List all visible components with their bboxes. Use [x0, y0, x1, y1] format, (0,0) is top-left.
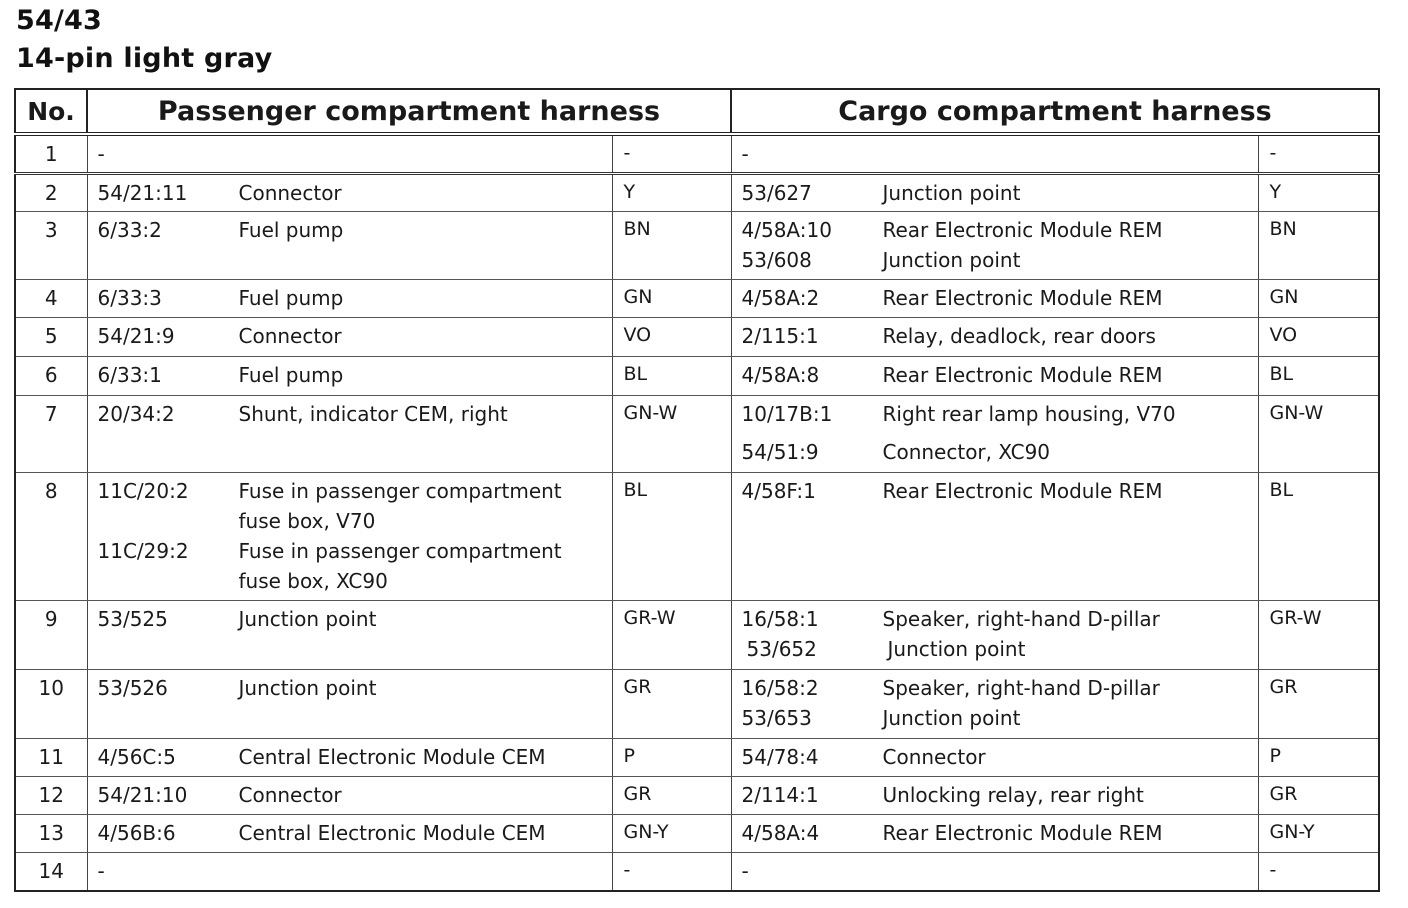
passenger-entry — [88, 476, 612, 536]
passenger-component-description: Fuel pump — [238, 363, 344, 387]
pin-number: 12 — [15, 777, 87, 815]
cargo-entry-list — [732, 212, 1258, 278]
passenger-component-code: 53/526 — [97, 676, 168, 700]
cargo-component-description: Junction point — [882, 248, 1021, 272]
passenger-entry-list — [88, 212, 612, 248]
cargo-entry — [732, 215, 1258, 245]
cargo-entries — [731, 601, 1258, 670]
passenger-wire-color: P — [612, 739, 731, 777]
passenger-entry-list — [88, 318, 612, 354]
pin-number: 8 — [15, 473, 87, 601]
table-row — [15, 174, 1379, 212]
cargo-entry — [732, 703, 1258, 733]
cargo-component-description: Junction point — [882, 181, 1021, 205]
cargo-wire-color: GN — [1258, 280, 1379, 318]
passenger-entry — [88, 604, 612, 634]
passenger-entries — [87, 134, 612, 174]
table-row — [15, 280, 1379, 318]
passenger-entry — [88, 178, 612, 208]
cargo-entry — [732, 604, 1258, 634]
cargo-entries — [731, 357, 1258, 396]
passenger-entry-list — [88, 473, 612, 599]
cargo-entry — [732, 673, 1258, 703]
passenger-component-code: 6/33:1 — [97, 363, 162, 387]
passenger-component-code: - — [97, 142, 105, 166]
passenger-component-description: Central Electronic Module CEM — [238, 821, 546, 845]
cargo-entry — [732, 476, 1258, 506]
pin-number: 2 — [15, 174, 87, 212]
pin-number: 10 — [15, 670, 87, 739]
cargo-entry — [732, 742, 1258, 772]
passenger-component-code: 53/525 — [97, 607, 168, 631]
cargo-entry-list — [732, 815, 1258, 851]
connector-description: 14-pin light gray — [16, 43, 273, 74]
passenger-component-code: 54/21:9 — [97, 324, 175, 348]
table-row — [15, 357, 1379, 396]
cargo-entry-list — [732, 473, 1258, 509]
table-row — [15, 853, 1379, 891]
cargo-component-description: Junction point — [882, 706, 1021, 730]
passenger-wire-color: BL — [612, 357, 731, 396]
passenger-wire-color: GN — [612, 280, 731, 318]
cargo-entry — [732, 178, 1258, 208]
passenger-entry-list — [88, 670, 612, 706]
passenger-wire-color: - — [612, 853, 731, 891]
passenger-entry-list — [88, 280, 612, 316]
passenger-entry-list — [88, 815, 612, 851]
passenger-entry-list — [88, 739, 612, 775]
cargo-entry-list — [732, 739, 1258, 775]
passenger-component-code: 20/34:2 — [97, 402, 175, 426]
passenger-entries — [87, 396, 612, 473]
passenger-wire-color: GR — [612, 777, 731, 815]
cargo-component-description: Rear Electronic Module REM — [882, 821, 1163, 845]
passenger-component-code: 11C/20:2 — [97, 479, 189, 503]
cargo-entry-list — [732, 777, 1258, 813]
cargo-entry-list — [732, 280, 1258, 316]
cargo-entry — [732, 399, 1258, 429]
pin-number: 13 — [15, 815, 87, 853]
passenger-entry — [88, 215, 612, 245]
cargo-entries — [731, 815, 1258, 853]
passenger-entry — [88, 283, 612, 313]
cargo-entry-list — [732, 601, 1258, 667]
cargo-entry-list — [732, 136, 1258, 172]
cargo-wire-color: BL — [1258, 473, 1379, 601]
cargo-component-description: Connector — [882, 745, 986, 769]
passenger-entry — [88, 321, 612, 351]
cargo-entry-list — [732, 175, 1258, 211]
cargo-component-description: Right rear lamp housing, V70 — [882, 402, 1176, 426]
table-row — [15, 739, 1379, 777]
cargo-wire-color: P — [1258, 739, 1379, 777]
cargo-wire-color: GR — [1258, 670, 1379, 739]
pin-number: 9 — [15, 601, 87, 670]
pin-number: 7 — [15, 396, 87, 473]
passenger-entries — [87, 212, 612, 280]
passenger-wire-color: BL — [612, 473, 731, 601]
passenger-component-description: Connector — [238, 783, 342, 807]
connector-id: 54/43 — [16, 5, 103, 36]
cargo-wire-color: VO — [1258, 318, 1379, 357]
pin-number: 4 — [15, 280, 87, 318]
passenger-component-description: Fuel pump — [238, 218, 344, 242]
pin-number: 1 — [15, 134, 87, 174]
cargo-entry — [732, 360, 1258, 390]
passenger-component-description: Connector — [238, 324, 342, 348]
cargo-entries — [731, 280, 1258, 318]
cargo-entry-list — [732, 670, 1258, 736]
cargo-entry — [732, 780, 1258, 810]
cargo-entry-list — [732, 318, 1258, 354]
cargo-entries — [731, 670, 1258, 739]
cargo-entries — [731, 777, 1258, 815]
cargo-entries — [731, 318, 1258, 357]
cargo-component-code: 2/115:1 — [741, 324, 819, 348]
header-passenger-harness: Passenger compartment harness — [87, 89, 731, 134]
cargo-entry — [732, 321, 1258, 351]
passenger-entry-list — [88, 396, 612, 432]
passenger-wire-color: BN — [612, 212, 731, 280]
cargo-entries — [731, 134, 1258, 174]
passenger-entry — [88, 399, 612, 429]
passenger-entries — [87, 174, 612, 212]
cargo-component-description: Rear Electronic Module REM — [882, 218, 1163, 242]
pin-number: 6 — [15, 357, 87, 396]
passenger-wire-color: GN-Y — [612, 815, 731, 853]
passenger-wire-color: VO — [612, 318, 731, 357]
table-header-row — [15, 89, 1379, 134]
cargo-component-description: Rear Electronic Module REM — [882, 363, 1163, 387]
passenger-component-description — [239, 856, 612, 886]
passenger-component-description: Fuse in passenger compartment fuse box, XC90 — [238, 539, 562, 593]
cargo-entry — [732, 283, 1258, 313]
passenger-wire-color: GR-W — [612, 601, 731, 670]
cargo-entry — [732, 856, 1258, 886]
cargo-wire-color: GR-W — [1258, 601, 1379, 670]
passenger-entries — [87, 280, 612, 318]
cargo-entry — [732, 139, 1258, 169]
passenger-entries — [87, 777, 612, 815]
pin-table — [14, 88, 1380, 892]
cargo-component-description: Relay, deadlock, rear doors — [882, 324, 1156, 348]
passenger-entry — [88, 360, 612, 390]
passenger-entry — [88, 536, 612, 596]
pin-rows — [15, 134, 1379, 891]
passenger-component-code: 6/33:2 — [97, 218, 162, 242]
cargo-component-code: 4/58F:1 — [741, 479, 816, 503]
passenger-entry-list — [88, 777, 612, 813]
cargo-component-description: Junction point — [887, 637, 1026, 661]
table-row — [15, 396, 1379, 473]
cargo-entries — [731, 853, 1258, 891]
cargo-component-description: Speaker, right-hand D-pillar — [882, 607, 1160, 631]
passenger-component-description: Fuse in passenger compartment fuse box, V70 — [238, 479, 562, 533]
passenger-entries — [87, 853, 612, 891]
cargo-entry-list — [732, 357, 1258, 393]
passenger-entries — [87, 473, 612, 601]
table-row — [15, 212, 1379, 280]
cargo-component-description: Connector, XC90 — [882, 440, 1051, 464]
cargo-component-description — [883, 856, 1258, 886]
passenger-entry — [88, 818, 612, 848]
cargo-entries — [731, 212, 1258, 280]
pin-number: 14 — [15, 853, 87, 891]
passenger-entry-list — [88, 175, 612, 211]
passenger-component-code: 6/33:3 — [97, 286, 162, 310]
passenger-entry — [88, 856, 612, 886]
cargo-component-code: - — [741, 859, 749, 883]
cargo-entry — [732, 818, 1258, 848]
passenger-wire-color: - — [612, 134, 731, 174]
pin-number: 5 — [15, 318, 87, 357]
pin-number: 3 — [15, 212, 87, 280]
cargo-component-code: 53/608 — [741, 248, 812, 272]
passenger-component-description: Junction point — [238, 676, 377, 700]
cargo-wire-color: BL — [1258, 357, 1379, 396]
cargo-component-code: - — [741, 142, 749, 166]
cargo-entry — [732, 634, 1258, 664]
cargo-entries — [731, 739, 1258, 777]
cargo-component-description — [883, 139, 1258, 169]
cargo-wire-color: - — [1258, 134, 1379, 174]
cargo-wire-color: BN — [1258, 212, 1379, 280]
cargo-component-code: 16/58:2 — [741, 676, 819, 700]
table-row — [15, 670, 1379, 739]
passenger-wire-color: GR — [612, 670, 731, 739]
cargo-wire-color: GN-W — [1258, 396, 1379, 473]
cargo-component-code: 2/114:1 — [741, 783, 819, 807]
cargo-entry — [732, 437, 1258, 467]
cargo-wire-color: GN-Y — [1258, 815, 1379, 853]
passenger-component-description: Shunt, indicator CEM, right — [238, 402, 508, 426]
passenger-component-code: 4/56C:5 — [97, 745, 176, 769]
table-row — [15, 777, 1379, 815]
cargo-component-code: 4/58A:4 — [741, 821, 820, 845]
table-row — [15, 815, 1379, 853]
passenger-entries — [87, 318, 612, 357]
cargo-entry-list — [732, 853, 1258, 889]
passenger-entry — [88, 673, 612, 703]
passenger-component-description — [239, 139, 612, 169]
passenger-entry — [88, 139, 612, 169]
passenger-entry-list — [88, 136, 612, 172]
table-row — [15, 318, 1379, 357]
cargo-component-code: 10/17B:1 — [741, 402, 833, 426]
passenger-entries — [87, 357, 612, 396]
passenger-entries — [87, 815, 612, 853]
passenger-entry-list — [88, 357, 612, 393]
cargo-wire-color: GR — [1258, 777, 1379, 815]
passenger-component-code: 54/21:11 — [97, 181, 188, 205]
header-no: No. — [15, 89, 87, 134]
passenger-entries — [87, 601, 612, 670]
cargo-entry-list — [732, 396, 1258, 470]
table-row — [15, 134, 1379, 174]
header-cargo-harness: Cargo compartment harness — [731, 89, 1379, 134]
cargo-wire-color: Y — [1258, 174, 1379, 212]
cargo-component-code: 4/58A:2 — [741, 286, 820, 310]
passenger-component-code: 11C/29:2 — [97, 539, 189, 563]
passenger-component-description: Fuel pump — [238, 286, 344, 310]
passenger-component-description: Connector — [238, 181, 342, 205]
cargo-component-description: Rear Electronic Module REM — [882, 286, 1163, 310]
passenger-entry — [88, 742, 612, 772]
cargo-component-code: 16/58:1 — [741, 607, 819, 631]
cargo-entry — [732, 245, 1258, 275]
cargo-component-code: 54/51:9 — [741, 440, 819, 464]
passenger-wire-color: Y — [612, 174, 731, 212]
passenger-wire-color: GN-W — [612, 396, 731, 473]
table-row — [15, 473, 1379, 601]
passenger-entry-list — [88, 853, 612, 889]
passenger-component-description: Central Electronic Module CEM — [238, 745, 546, 769]
passenger-entry-list — [88, 601, 612, 637]
cargo-wire-color: - — [1258, 853, 1379, 891]
passenger-component-code: - — [97, 859, 105, 883]
cargo-component-code: 54/78:4 — [741, 745, 819, 769]
cargo-component-code: 4/58A:8 — [741, 363, 820, 387]
cargo-component-code: 53/653 — [741, 706, 812, 730]
cargo-entries — [731, 473, 1258, 601]
passenger-component-code: 54/21:10 — [97, 783, 188, 807]
passenger-entries — [87, 670, 612, 739]
cargo-entries — [731, 174, 1258, 212]
cargo-component-code: 53/627 — [741, 181, 812, 205]
cargo-entries — [731, 396, 1258, 473]
cargo-component-description: Speaker, right-hand D-pillar — [882, 676, 1160, 700]
table-row — [15, 601, 1379, 670]
cargo-component-description: Unlocking relay, rear right — [882, 783, 1144, 807]
cargo-component-code: 4/58A:10 — [741, 218, 832, 242]
passenger-entries — [87, 739, 612, 777]
pin-number: 11 — [15, 739, 87, 777]
passenger-component-description: Junction point — [238, 607, 377, 631]
cargo-component-code: 53/652 — [746, 637, 817, 661]
passenger-component-code: 4/56B:6 — [97, 821, 176, 845]
title-block — [16, 2, 272, 78]
passenger-entry — [88, 780, 612, 810]
cargo-component-description: Rear Electronic Module REM — [882, 479, 1163, 503]
